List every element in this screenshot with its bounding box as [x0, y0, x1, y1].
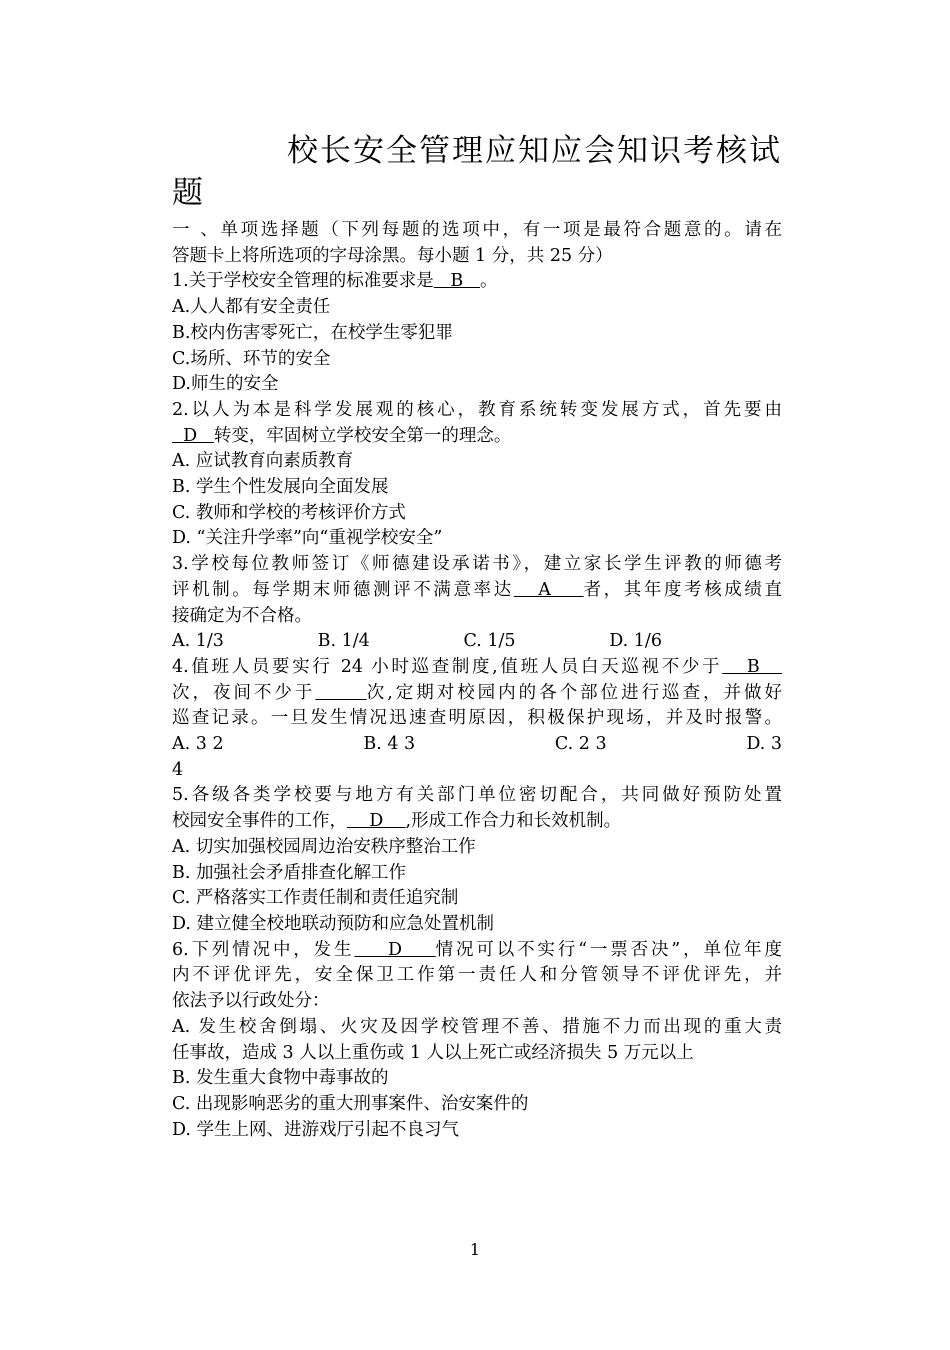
question-text: 1.关于学校安全管理的标准要求是 [172, 271, 434, 292]
q4-option-d: D. 3 [746, 734, 782, 755]
question-6-line3: 依法予以行政处分： [172, 991, 330, 1012]
page-number: 1 [469, 1240, 481, 1259]
q5-option-a: A. 切实加强校园周边治安秩序整治工作 [172, 836, 476, 857]
question-5-line2 [172, 809, 782, 835]
q6-option-d: D. 学生上网、进游戏厅引起不良习气 [172, 1119, 460, 1140]
q5-option-b: B. 加强社会矛盾排查化解工作 [172, 862, 406, 883]
q2-option-a: A. 应试教育向素质教育 [172, 451, 354, 472]
question-text: 校园安全事件的工作， [172, 811, 347, 832]
question-text: 者，其年度考核成绩直 [583, 579, 783, 600]
question-3-line3: 接确定为不合格。 [172, 605, 312, 626]
question-text: 。 [479, 271, 498, 292]
q2-option-d: D. “关注升学率”向“重视学校安全” [172, 528, 443, 549]
question-text: 4.值班人员要实行 24 小时巡查制度,值班人员白天巡视不少于 [172, 656, 723, 677]
question-1 [172, 269, 782, 295]
q3-option-b: B. 1/4 [317, 631, 370, 652]
answer-blank: D [354, 939, 436, 960]
q1-option-c: C.场所、环节的安全 [172, 348, 331, 369]
answer-blank: A [513, 579, 584, 600]
q4-option-a: A. 3 2 [172, 734, 224, 755]
question-text: ,形成工作合力和长效机制。 [405, 811, 622, 832]
question-text: 转变，牢固树立学校安全第一的理念。 [213, 425, 512, 446]
q6-option-b: B. 发生重大食物中毒事故的 [172, 1068, 389, 1089]
question-2-line2 [172, 424, 782, 450]
q6-option-a-line1: A. 发生校舍倒塌、火灾及因学校管理不善、措施不力而出现的重大责 [172, 1016, 782, 1037]
section-heading-line1: 一 、单项选择题（下列每题的选项中，有一项是最符合题意的。请在 [172, 220, 782, 240]
page-title-line2: 题 [172, 175, 203, 211]
answer-blank [315, 683, 366, 703]
q1-option-b: B.校内伤害零死亡，在校学生零犯罪 [172, 322, 453, 343]
page-content [172, 130, 782, 1143]
section-heading-line2: 答题卡上将所选项的字母涂黑。每小题 1 分，共 25 分） [172, 245, 613, 266]
q3-option-a: A. 1/3 [172, 631, 224, 652]
answer-blank: D [172, 425, 214, 446]
q4-options-row [172, 732, 782, 758]
question-3-line1: 3.学校每位教师签订《师德建设承诺书》，建立家长学生评教的师德考 [172, 554, 782, 575]
question-4-line3: 巡查记录。一旦发生情况迅速查明原因，积极保护现场，并及时报警。 [172, 708, 782, 729]
question-5-line1: 5.各级各类学校要与地方有关部门单位密切配合，共同做好预防处置 [172, 785, 782, 806]
question-3-line2 [172, 578, 782, 604]
q4-option-d-wrap: 4 [172, 759, 184, 780]
question-text: 评机制。每学期末师德测评不满意率达 [172, 579, 514, 600]
question-text: 次,定期对校园内的各个部位进行巡查，并做好 [366, 682, 782, 703]
page-title-line1: 校长安全管理应知应会知识考核试 [287, 133, 782, 169]
q5-option-d: D. 建立健全校地联动预防和应急处置机制 [172, 913, 495, 934]
question-text: 次，夜间不少于 [172, 682, 316, 703]
q3-option-c: C. 1/5 [463, 631, 516, 652]
question-4-line1 [172, 655, 782, 681]
question-text: 情况可以不实行“一票否决”，单位年度 [435, 939, 782, 960]
answer-blank: B [433, 271, 480, 292]
answer-blank: B [722, 656, 782, 677]
q2-option-b: B. 学生个性发展向全面发展 [172, 477, 389, 498]
q6-option-a-line2: 任事故，造成 3 人以上重伤或 1 人以上死亡或经济损失 5 万元以上 [172, 1042, 694, 1063]
q4-option-c: C. 2 3 [554, 734, 607, 755]
q4-option-b: B. 4 3 [363, 734, 416, 755]
q5-option-c: C. 严格落实工作责任制和责任追究制 [172, 888, 459, 909]
q3-option-d: D. 1/6 [609, 631, 662, 652]
q1-option-d: D.师生的安全 [172, 374, 279, 395]
question-4-line2 [172, 681, 782, 707]
q3-options-row [172, 629, 662, 655]
answer-blank: D [347, 811, 406, 832]
q2-option-c: C. 教师和学校的考核评价方式 [172, 502, 406, 523]
question-text: 6.下列情况中，发生 [172, 939, 355, 960]
q1-option-a: A.人人都有安全责任 [172, 297, 331, 318]
question-2-line1: 2.以人为本是科学发展观的核心，教育系统转变发展方式，首先要由 [172, 399, 782, 420]
question-6-line2: 内不评优评先，安全保卫工作第一责任人和分管领导不评优评先，并 [172, 965, 782, 986]
question-6-line1 [172, 938, 782, 964]
q6-option-c: C. 出现影响恶劣的重大刑事案件、治安案件的 [172, 1093, 529, 1114]
